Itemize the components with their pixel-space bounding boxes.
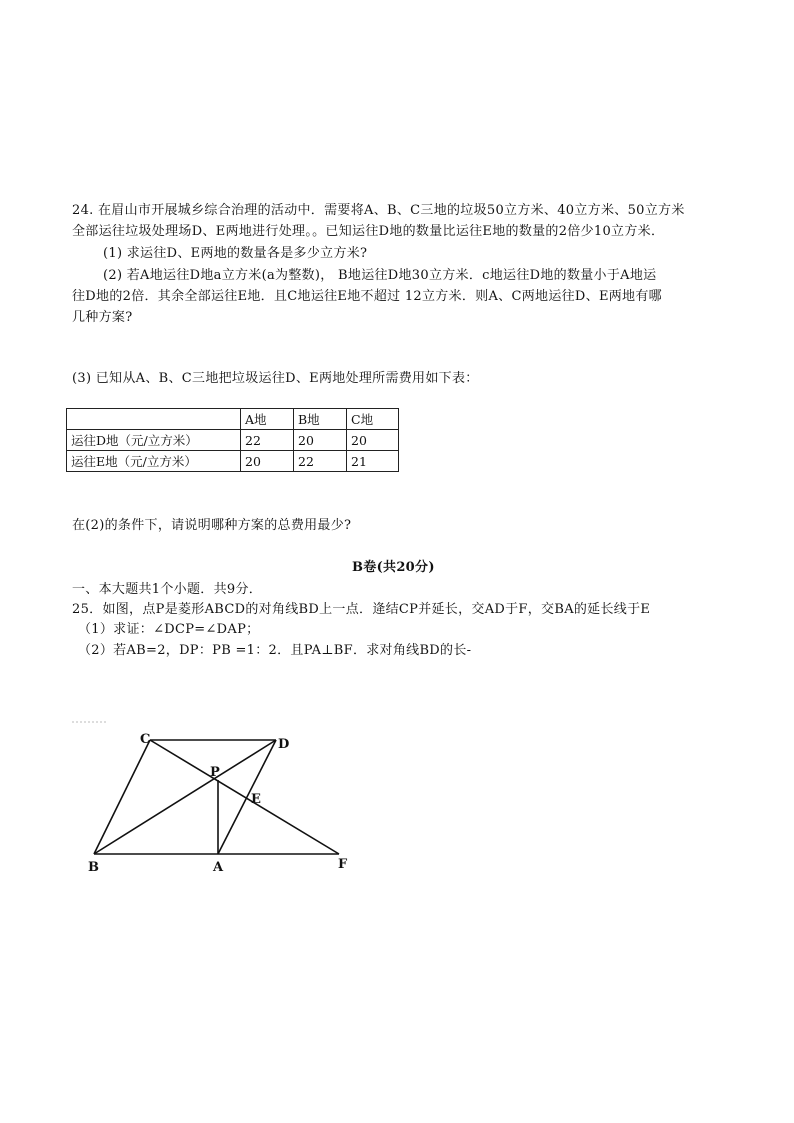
table-cell: 22 [241,430,294,451]
q24-followup: 在(2)的条件下，请说明哪种方案的总费用最少? [72,518,352,533]
table-cell: 20 [241,451,294,472]
q24-part3: (3) 已知从A、B、C三地把垃圾运往D、E两地处理所需费用如下表： [72,371,479,386]
label-b: B [88,860,99,875]
label-e: E [251,792,261,807]
table-header-row [67,409,399,430]
q25-part2: （2）若AB=2，DP：PB =1：2．且PA⊥BF．求对角线BD的长- [78,643,472,658]
table-cell: 22 [294,451,347,472]
label-c: C [140,732,151,747]
line-cf [150,740,339,854]
side-da [218,740,276,854]
table-cell: 20 [294,430,347,451]
table-header-cell: C地 [347,409,399,430]
q24-part2-line1: (2) 若A地运往D地a立方米(a为整数)， B地运往D地30立方米．c地运往D地的数量小于A地运 [103,268,657,283]
q24-line2: 全部运往垃圾处理场D、E两地进行处理。。已知运往D地的数量比运往E地的数量的2倍少10立方米． [72,224,665,239]
q25-stem: 25．如图，点P是菱形ABCD的对角线BD上一点．逄结CP并延长，交AD于F，交BA的延长线于E [72,602,651,617]
label-f: F [338,857,348,872]
table-cell: 运往D地（元/立方米） [67,430,241,451]
q24-part1: (1) 求运往D、E两地的数量各是多少立方米? [103,246,368,261]
cost-table [66,408,399,472]
q24-part2-line3: 几种方案? [72,310,133,325]
table-cell: 20 [347,430,399,451]
label-p: P [210,765,220,780]
table-row [67,451,399,472]
rhombus-figure [68,718,368,878]
table-header-cell [67,409,241,430]
q24-line1: 24. 在眉山市开展城乡综合治理的活动中．需要将A、B、C三地的垃圾50立方米、40立方米、50立方米 [72,203,685,218]
section-b-instruction: 一、本大题共1个小题．共9分． [72,582,263,597]
table-cell: 运往E地（元/立方米） [67,451,241,472]
q24-part2-line2: 往D地的2倍．其余全部运往E地．且C地运往E地不超过 12立方米．则A、C两地运往D、E两地有哪 [72,289,662,304]
label-a: A [213,860,224,875]
label-d: D [278,737,290,752]
table-header-cell: B地 [294,409,347,430]
table-row [67,430,399,451]
section-b-title: B卷(共20分) [352,560,435,575]
table-header-cell: A地 [241,409,294,430]
q25-part1: （1）求证：∠DCP=∠DAP； [78,622,260,637]
table-cell: 21 [347,451,399,472]
